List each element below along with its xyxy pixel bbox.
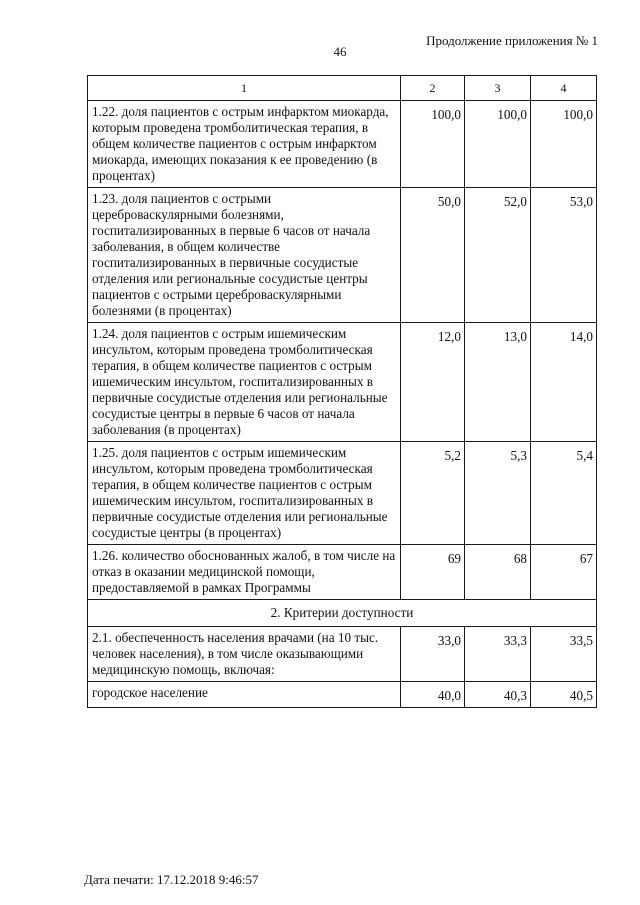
row-label: 1.25. доля пациентов с острым ишемическим инсультом, которым проведена тромболитическая терапия, в общем количестве пациентов с острым ишемическим инсультом, госпитализированных в первичные сосудистые отделения или региональные сосудистые центры (в процентах)	[88, 442, 401, 545]
row-label: городское население	[88, 682, 401, 708]
continuation-label: Продолжение приложения № 1	[426, 33, 598, 48]
row-value: 50,0	[401, 188, 465, 323]
column-header: 1	[88, 76, 401, 101]
row-label: 1.26. количество обоснованных жалоб, в том числе на отказ в оказании медицинской помощи, предоставляемой в рамках Программы	[88, 545, 401, 600]
row-value: 5,4	[531, 442, 597, 545]
column-header: 2	[401, 76, 465, 101]
table-row	[88, 442, 597, 545]
row-value: 14,0	[531, 323, 597, 442]
row-value: 33,0	[401, 627, 465, 682]
page-number: 46	[333, 44, 347, 59]
row-value: 67	[531, 545, 597, 600]
row-value: 33,3	[465, 627, 531, 682]
indicators-table	[87, 75, 597, 708]
table-row	[88, 188, 597, 323]
table-row	[88, 682, 597, 708]
row-label: 1.24. доля пациентов с острым ишемическим инсультом, которым проведена тромболитическая терапия, в общем количестве пациентов с острым ишемическим инсультом, госпитализированных в первичные сосудистые отделения или региональные сосудистые центры в первые 6 часов от начала заболевания (в процентах)	[88, 323, 401, 442]
table-row	[88, 627, 597, 682]
row-value: 5,3	[465, 442, 531, 545]
row-value: 12,0	[401, 323, 465, 442]
row-value: 68	[465, 545, 531, 600]
column-header: 3	[465, 76, 531, 101]
row-label: 1.22. доля пациентов с острым инфарктом миокарда, которым проведена тромболитическая терапия, в общем количестве пациентов с острым инфарктом миокарда, имеющих показания к ее проведению (в процентах)	[88, 101, 401, 188]
print-date: Дата печати: 17.12.2018 9:46:57	[84, 872, 259, 887]
row-value: 100,0	[531, 101, 597, 188]
row-value: 13,0	[465, 323, 531, 442]
section-row	[88, 600, 597, 627]
row-value: 33,5	[531, 627, 597, 682]
row-value: 69	[401, 545, 465, 600]
table-header-row	[88, 76, 597, 101]
row-value: 40,3	[465, 682, 531, 708]
section-title: 2. Критерии доступности	[88, 600, 597, 627]
table-row	[88, 545, 597, 600]
row-value: 53,0	[531, 188, 597, 323]
row-value: 100,0	[401, 101, 465, 188]
column-header: 4	[531, 76, 597, 101]
row-label: 2.1. обеспеченность населения врачами (на 10 тыс. человек населения), в том числе оказывающими медицинскую помощь, включая:	[88, 627, 401, 682]
row-value: 52,0	[465, 188, 531, 323]
row-value: 5,2	[401, 442, 465, 545]
table-row	[88, 101, 597, 188]
row-value: 100,0	[465, 101, 531, 188]
row-value: 40,0	[401, 682, 465, 708]
row-label: 1.23. доля пациентов с острыми цереброваскулярными болезнями, госпитализированных в первые 6 часов от начала заболевания, в общем количестве госпитализированных в первичные сосудистые отделения или региональные сосудистые центры пациентов с острыми цереброваскулярными болезнями (в процентах)	[88, 188, 401, 323]
table-row	[88, 323, 597, 442]
row-value: 40,5	[531, 682, 597, 708]
